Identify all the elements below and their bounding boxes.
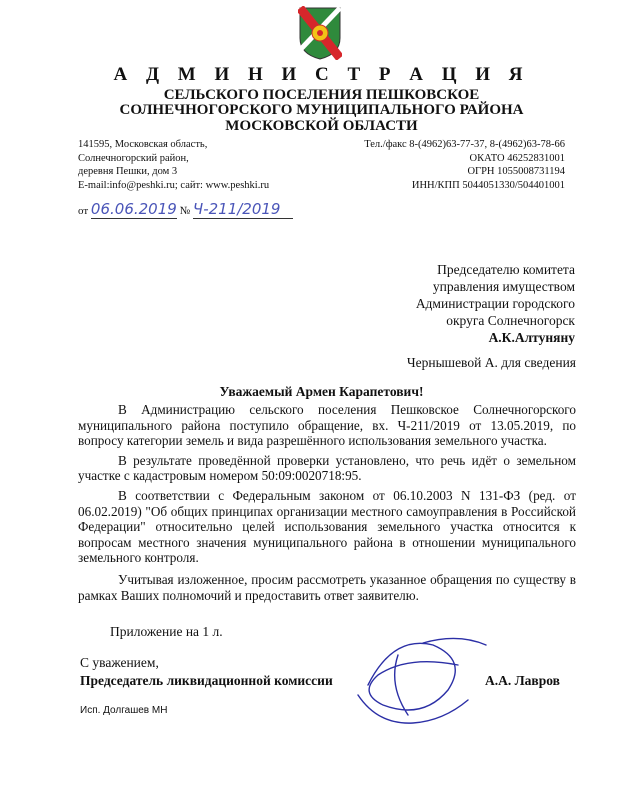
outgoing-date: 06.06.2019: [90, 200, 177, 218]
paragraph-3: В соответствии с Федеральным законом от 06.10.2003 N 131-ФЗ (ред. от 06.02.2019) "Об общих принципах организации местного самоуправления в Российской Федерации" относительно целей использования земельного участка относится к вопросам местного значения муниципального района в отношении муниципального земельного контроля.: [78, 487, 576, 566]
closing: С уважением,: [80, 655, 159, 670]
paragraph-4: Учитывая изложенное, просим рассмотреть указанное обращения по существу в рамках Ваших полномочий и предоставить ответ заявителю.: [78, 571, 576, 603]
outgoing-reg-number: Ч-211/2019: [193, 200, 293, 219]
copy-note: Чернышевой А. для сведения: [406, 355, 576, 370]
sender-address: 141595, Московская область, Солнечногорский район, деревня Пешки, дом 3 E-mail:info@peshki.ru; сайт: www.peshki.ru: [78, 139, 270, 191]
addressee-name: А.К.Алтуняну: [488, 330, 575, 345]
header-line-2: СОЛНЕЧНОГОРСКОГО МУНИЦИПАЛЬНОГО РАЙОНА: [119, 102, 524, 118]
signature-icon: [338, 625, 488, 735]
paragraph-2: В результате проведённой проверки установлено, что речь идёт о земельном участке с кадастровым номером 50:09:0020718:95.: [78, 452, 576, 484]
outgoing-number: от 06.06.2019 № Ч-211/2019: [78, 200, 293, 219]
signer-name: А.А. Лавров: [485, 673, 560, 688]
salutation: Уважаемый Армен Карапетович!: [219, 384, 424, 399]
addressee-block: Председателю комитета управления имуществом Администрации городского округа Солнечногорск А.К.Алтуняну: [380, 261, 575, 346]
paragraph-1: В Администрацию сельского поселения Пешковское Солнечногорского муниципального района поступило обращение, вх. Ч-211/2019 от 13.05.2019, по вопросу категории земель и вида разрешённого использования земельного участка.: [78, 402, 576, 449]
sender-requisites: Тел./факс 8-(4962)63-77-37, 8-(4962)63-78-66 ОКАТО 46252831001 ОГРН 1055008731194 ИНН/КПП 5044051330/504401001: [364, 139, 565, 191]
header-line-3: МОСКОВСКОЙ ОБЛАСТИ: [225, 118, 418, 134]
letter-body: [78, 402, 576, 603]
coat-of-arms-icon: [298, 6, 342, 60]
executor-note: Исп. Долгашев МН: [80, 705, 168, 716]
attachment-note: Приложение на 1 л.: [110, 624, 223, 639]
header-line-1: СЕЛЬСКОГО ПОСЕЛЕНИЯ ПЕШКОВСКОЕ: [163, 87, 480, 103]
header-title: А Д М И Н И С Т Р А Ц И Я: [113, 64, 530, 85]
signer-position: Председатель ликвидационной комиссии: [80, 673, 333, 688]
